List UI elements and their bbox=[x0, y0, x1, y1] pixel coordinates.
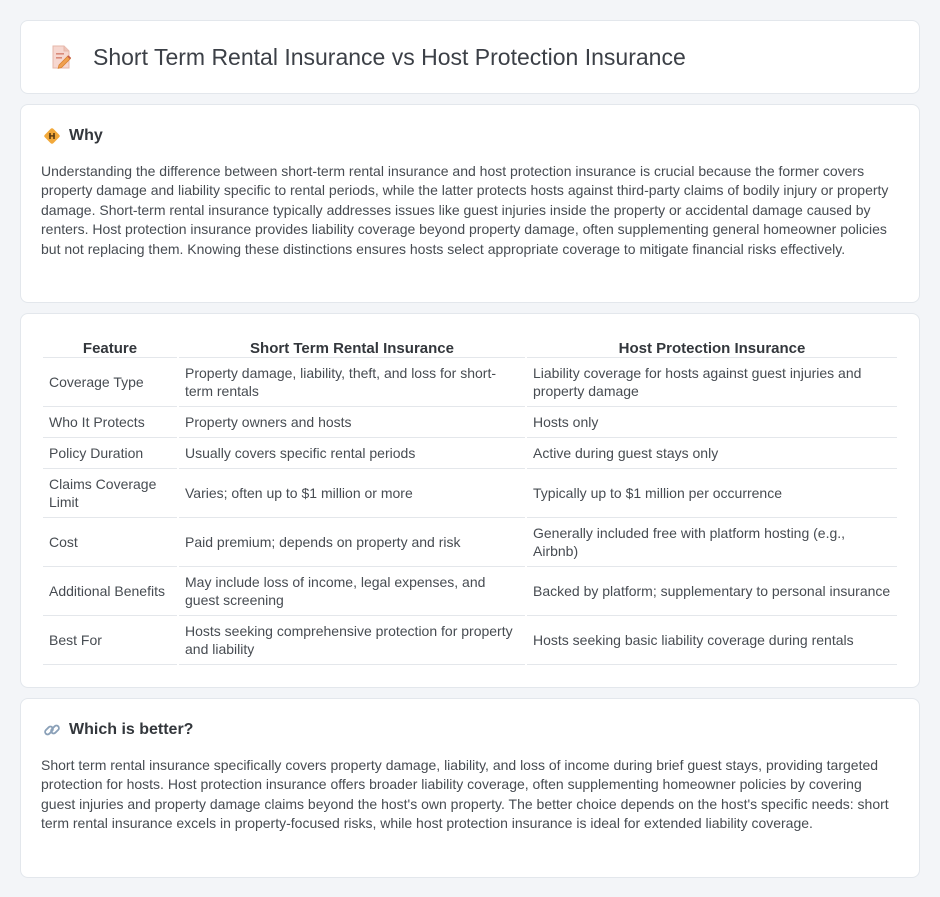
table-row bbox=[43, 358, 897, 407]
feature-cell: Best For bbox=[43, 616, 177, 665]
short-term-cell: Property damage, liability, theft, and loss for short-term rentals bbox=[179, 358, 525, 407]
short-term-cell: Varies; often up to $1 million or more bbox=[179, 469, 525, 518]
feature-cell: Who It Protects bbox=[43, 407, 177, 438]
title-row bbox=[21, 21, 919, 93]
table-row bbox=[43, 438, 897, 469]
better-heading: Which is better? bbox=[69, 721, 194, 738]
why-section bbox=[20, 104, 920, 303]
title-card bbox=[20, 20, 920, 94]
comparison-section bbox=[20, 313, 920, 688]
table-row bbox=[43, 616, 897, 665]
table-row bbox=[43, 518, 897, 567]
which-is-better-section bbox=[20, 698, 920, 878]
header-host-protection: Host Protection Insurance bbox=[527, 334, 897, 358]
table-row bbox=[43, 407, 897, 438]
host-protection-cell: Liability coverage for hosts against guest injuries and property damage bbox=[527, 358, 897, 407]
table-header-row bbox=[43, 334, 897, 358]
better-text: Short term rental insurance specifically covers property damage, liability, and loss of income during brief guest stays, providing targeted protection for hosts. Host protection insurance offers broader liability coverage, often supplementing homeowner policies by covering guest injuries and property damage claims beyond the host's own property. The better choice depends on the host's specific needs: short term rental insurance excels in property-focused risks, while host protection insurance is ideal for extended liability coverage. bbox=[41, 757, 889, 832]
feature-cell: Cost bbox=[43, 518, 177, 567]
header-feature: Feature bbox=[43, 334, 177, 358]
why-heading: Why bbox=[69, 127, 103, 144]
host-protection-cell: Hosts seeking basic liability coverage during rentals bbox=[527, 616, 897, 665]
feature-cell: Policy Duration bbox=[43, 438, 177, 469]
host-protection-cell: Typically up to $1 million per occurrence bbox=[527, 469, 897, 518]
short-term-cell: Property owners and hosts bbox=[179, 407, 525, 438]
document-edit-icon bbox=[47, 43, 75, 71]
why-header bbox=[21, 105, 919, 145]
short-term-cell: Paid premium; depends on property and risk bbox=[179, 518, 525, 567]
table-row bbox=[43, 469, 897, 518]
diamond-warning-icon bbox=[43, 127, 61, 145]
better-header bbox=[21, 699, 919, 739]
short-term-cell: Usually covers specific rental periods bbox=[179, 438, 525, 469]
short-term-cell: May include loss of income, legal expenses, and guest screening bbox=[179, 567, 525, 616]
link-icon bbox=[43, 721, 61, 739]
host-protection-cell: Backed by platform; supplementary to personal insurance bbox=[527, 567, 897, 616]
page-title: Short Term Rental Insurance vs Host Protection Insurance bbox=[93, 43, 686, 70]
host-protection-cell: Generally included free with platform hosting (e.g., Airbnb) bbox=[527, 518, 897, 567]
host-protection-cell: Hosts only bbox=[527, 407, 897, 438]
feature-cell: Coverage Type bbox=[43, 358, 177, 407]
feature-cell: Claims Coverage Limit bbox=[43, 469, 177, 518]
table-row bbox=[43, 567, 897, 616]
why-text: Understanding the difference between short-term rental insurance and host protection insurance is crucial because the former covers property damage and liability specific to rental periods, while the latter protects hosts against third-party claims of bodily injury or property damage. Short-term rental insurance typically addresses issues like guest injuries inside the property or accidental damage caused by renters. Host protection insurance provides liability coverage beyond property damage, often supplementing general homeowner policies but not replacing them. Knowing these distinctions ensures hosts select appropriate coverage to mitigate financial risks effectively. bbox=[41, 163, 889, 257]
feature-cell: Additional Benefits bbox=[43, 567, 177, 616]
header-short-term-rental: Short Term Rental Insurance bbox=[179, 334, 525, 358]
host-protection-cell: Active during guest stays only bbox=[527, 438, 897, 469]
short-term-cell: Hosts seeking comprehensive protection for property and liability bbox=[179, 616, 525, 665]
comparison-table bbox=[41, 334, 899, 665]
